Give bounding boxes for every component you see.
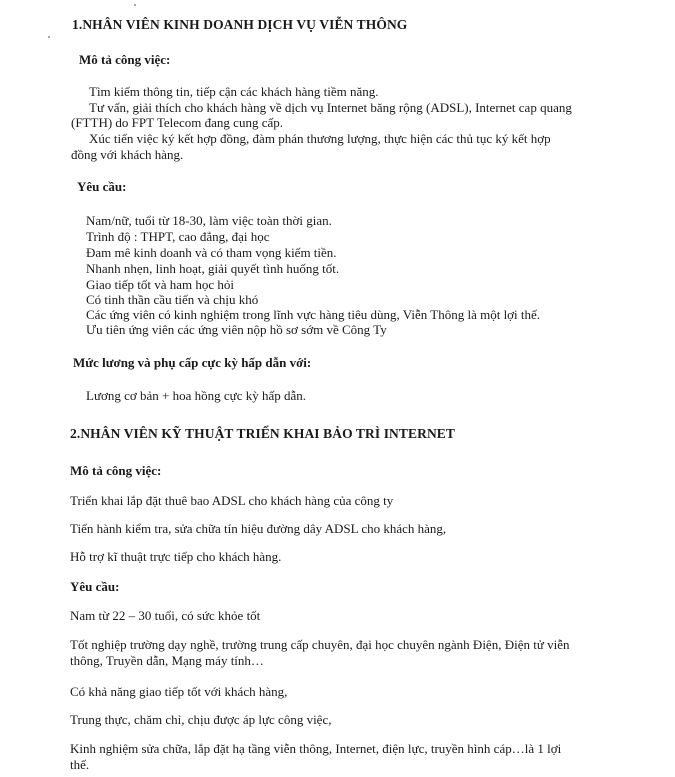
section-1-requirement-item: Nhanh nhẹn, linh hoạt, giải quyết tình huống tốt. <box>86 261 340 276</box>
section-2-requirement-item: Có khả năng giao tiếp tốt với khách hàng, <box>70 684 288 699</box>
section-1-description-line: (FTTH) do FPT Telecom đang cung cấp. <box>71 115 283 130</box>
section-2-requirements-label: Yêu cầu: <box>70 579 120 594</box>
section-2-description-line: Triển khai lắp đặt thuê bao ADSL cho khách hàng của công ty <box>70 493 394 508</box>
section-1-job-description-label: Mô tả công việc: <box>79 52 171 67</box>
scan-speck <box>48 36 50 38</box>
section-2-requirement-item: thế. <box>70 757 90 772</box>
section-2-requirement-item: Trung thực, chăm chỉ, chịu được áp lực công việc, <box>70 712 332 727</box>
section-1-requirements-label: Yêu cầu: <box>77 179 127 194</box>
section-1-salary-text: Lương cơ bản + hoa hồng cực kỳ hấp dẫn. <box>86 388 307 403</box>
section-2-title: 2.NHÂN VIÊN KỸ THUẬT TRIỂN KHAI BẢO TRÌ INTERNET <box>70 426 456 441</box>
section-1-requirement-item: Nam/nữ, tuổi từ 18-30, làm việc toàn thời gian. <box>86 213 332 228</box>
section-1-description-line: Tư vấn, giải thích cho khách hàng về dịch vụ Internet băng rộng (ADSL), Internet cap quang <box>89 100 572 115</box>
section-1-description-line: Xúc tiến việc ký kết hợp đồng, đàm phán thương lượng, thực hiện các thủ tục ký kết hợp <box>89 131 551 146</box>
section-1-requirement-item: Trình độ : THPT, cao đẳng, đại học <box>86 229 270 244</box>
section-1-description-line: Tìm kiếm thông tin, tiếp cận các khách hàng tiềm năng. <box>89 84 379 99</box>
section-1-requirement-item: Có tinh thần cầu tiến và chịu khó <box>86 292 259 307</box>
section-2-requirement-item: Kinh nghiệm sửa chữa, lắp đặt hạ tầng viễn thông, Internet, điện lực, truyền hình cáp…là 1 lợi <box>70 741 562 756</box>
section-1-requirement-item: Ưu tiên ứng viên các ứng viên nộp hồ sơ sớm về Công Ty <box>86 322 387 337</box>
section-1-requirement-item: Đam mê kinh doanh và có tham vọng kiếm tiền. <box>86 245 337 260</box>
section-2-description-line: Hỗ trợ kĩ thuật trực tiếp cho khách hàng. <box>70 549 282 564</box>
section-2-job-description-label: Mô tả công việc: <box>70 463 162 478</box>
section-1-description-line: đồng với khách hàng. <box>71 147 184 162</box>
section-2-requirement-item: Nam từ 22 – 30 tuổi, có sức khỏe tốt <box>70 608 261 623</box>
section-1-requirement-item: Giao tiếp tốt và ham học hỏi <box>86 277 235 292</box>
section-1-title: 1.NHÂN VIÊN KINH DOANH DỊCH VỤ VIỄN THÔNG <box>72 17 408 32</box>
section-1-requirement-item: Các ứng viên có kinh nghiệm trong lĩnh vực hàng tiêu dùng, Viễn Thông là một lợi thế. <box>86 307 541 322</box>
scan-speck <box>134 4 136 6</box>
section-1-salary-label: Mức lương và phụ cấp cực kỳ hấp dẫn với: <box>73 355 312 370</box>
section-2-description-line: Tiến hành kiểm tra, sửa chữa tín hiệu đường dây ADSL cho khách hàng, <box>70 521 447 536</box>
section-2-requirement-item: thông, Truyền dẫn, Mạng máy tính… <box>70 653 264 668</box>
section-2-requirement-item: Tốt nghiệp trường dạy nghề, trường trung cấp chuyên, đại học chuyên ngành Điện, Điện tử viễn <box>70 637 570 652</box>
